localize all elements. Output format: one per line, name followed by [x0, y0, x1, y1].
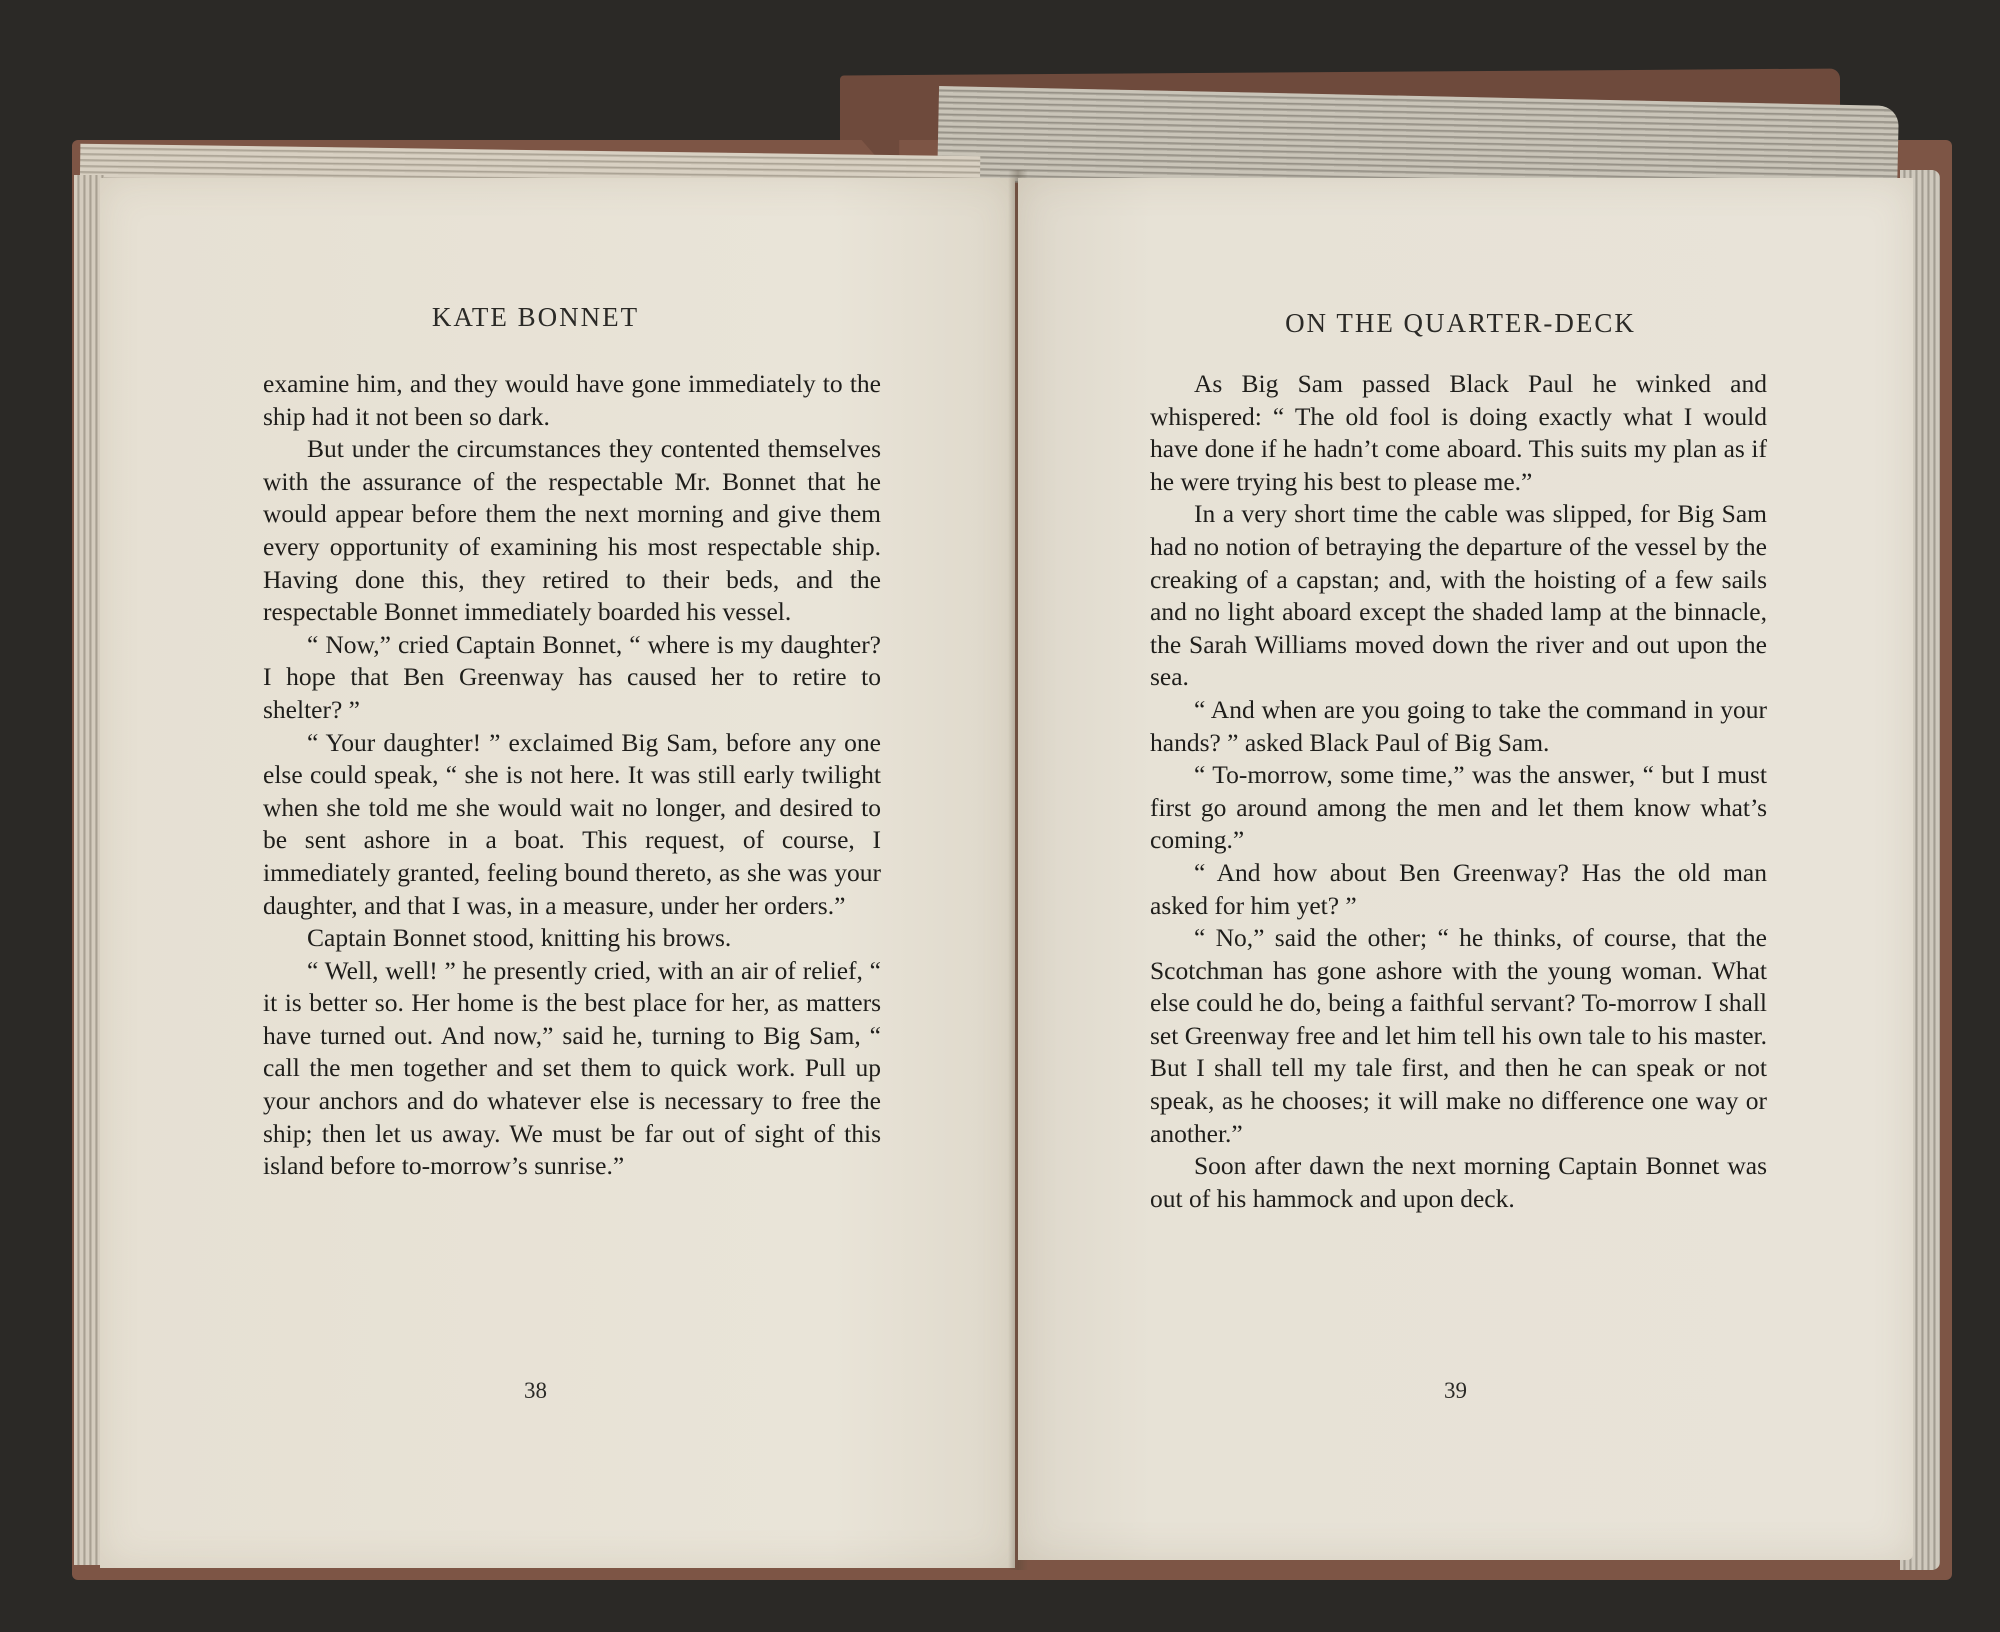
- paragraph: “ To-morrow, some time,” was the answer, “ but I must first go around among the men and let them know what’s coming.”: [1150, 760, 1767, 855]
- paragraph: “ And when are you going to take the command in your hands? ” asked Black Paul of Big Sam.: [1150, 694, 1767, 757]
- paragraph: “ No,” said the other; “ he thinks, of course, that the Scotchman has gone ashore with the young woman. What else could he do, being a faithful servant? To-morrow I shall set Greenway free and let him tell his own tale to his master. But I shall tell my tale first, and then he can speak or not speak, as he chooses; it will make no difference one way or another.”: [1150, 923, 1767, 1148]
- paragraph: “ Your daughter! ” exclaimed Big Sam, before any one else could speak, “ she is not here. It was still early twilight when she told me she would wait no longer, and desired to be sent ashore in a boat. This request, of course, I immediately granted, feeling bound thereto, as she was your daughter, and that I was, in a measure, under her orders.”: [263, 727, 881, 920]
- page-number-right: 39: [1444, 1378, 1467, 1403]
- paragraph: examine him, and they would have gone immediately to the ship had it not been so dark.: [263, 369, 881, 431]
- paragraph: As Big Sam passed Black Paul he winked and whispered: “ The old fool is doing exactly what I would have done if he hadn’t come aboard. This suits my plan as if he were trying his best to please me.”: [1150, 369, 1767, 496]
- paragraph: “ Now,” cried Captain Bonnet, “ where is my daughter? I hope that Ben Greenway has caused her to retire to shelter? ”: [263, 629, 881, 724]
- left-text-block: [263, 368, 881, 1183]
- paragraph: Captain Bonnet stood, knitting his brows.: [307, 923, 732, 953]
- paragraph: In a very short time the cable was slipped, for Big Sam had no notion of betraying the departure of the vessel by the creaking of a capstan; and, with the hoisting of a few sails and no light aboard except the shaded lamp at the binnacle, the Sarah Williams moved down the river and out upon the sea.: [1150, 499, 1767, 692]
- paragraph: But under the circumstances they contented themselves with the assurance of the respectable Mr. Bonnet that he would appear before them the next morning and give them every opportunity of examining his most respectable ship. Having done this, they retired to their beds, and the respectable Bonnet immediately boarded his vessel.: [263, 434, 881, 627]
- paragraph: Soon after dawn the next morning Captain Bonnet was out of his hammock and upon deck.: [1150, 1151, 1767, 1213]
- page-number-left: 38: [524, 1378, 547, 1403]
- running-head-right: ON THE QUARTER-DECK: [1285, 308, 1636, 338]
- running-head-left: KATE BONNET: [431, 302, 640, 332]
- paragraph: “ Well, well! ” he presently cried, with an air of relief, “ it is better so. Her home is the best place for her, as matters have turned out. And now,” said he, turning to Big Sam, “ call the men together and set them to quick work. Pull up your anchors and do whatever else is necessary to free the ship; then let us away. We must be far out of sight of this island before to-morrow’s sunrise.”: [263, 955, 881, 1181]
- right-page: [1018, 178, 1913, 1560]
- paragraph: “ And how about Ben Greenway? Has the old man asked for him yet? ”: [1150, 857, 1767, 920]
- left-page: [100, 178, 1015, 1568]
- right-text-block: [1150, 368, 1767, 1215]
